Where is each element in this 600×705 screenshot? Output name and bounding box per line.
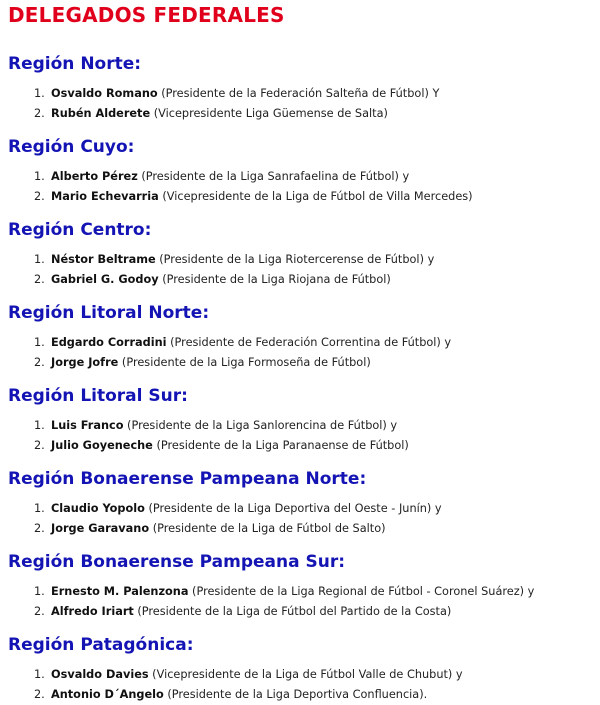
item-number: 2. [34,605,45,618]
item-number: 2. [34,439,45,452]
region-title: Región Litoral Norte: [8,303,210,323]
delegate-name: Osvaldo Davies [51,668,149,681]
list-item [34,167,600,187]
delegate-role: (Presidente de la Liga Deportiva del Oeste - Junín) y [144,502,442,515]
region-cuyo [8,124,600,207]
item-number: 2. [34,356,45,369]
delegate-role: (Presidente de la Liga Sanrafaelina de Fútbol) y [137,170,410,183]
delegate-role: (Presidente de la Liga Sanlorencina de Fútbol) y [123,419,398,432]
list-item [34,333,600,353]
delegate-name: Jorge Jofre [51,356,119,369]
delegate-name: Claudio Yopolo [51,502,145,515]
delegate-role: (Presidente de la Liga Paranaense de Fútbol) [152,439,409,452]
delegate-role: (Presidente de la Federación Salteña de Fútbol) Y [157,87,440,100]
delegate-name: Luis Franco [51,419,124,432]
item-number: 2. [34,107,45,120]
list-item [34,499,600,519]
item-number: 1. [34,502,45,515]
region-bonaerense-pampeana-sur [8,539,600,622]
list-item [34,353,600,373]
delegate-name: Néstor Beltrame [51,253,156,266]
region-norte [8,40,600,124]
item-number: 2. [34,688,45,701]
delegate-name: Edgardo Corradini [51,336,167,349]
delegate-list [8,84,600,124]
list-item [34,685,600,705]
delegate-name: Julio Goyeneche [51,439,153,452]
delegate-name: Mario Echevarria [51,190,159,203]
item-number: 1. [34,336,45,349]
delegate-list [8,250,600,290]
item-number: 2. [34,190,45,203]
delegate-list [8,333,600,373]
region-bonaerense-pampeana-norte [8,456,600,539]
list-item [34,436,600,456]
delegate-role: (Vicepresidente Liga Güemense de Salta) [150,107,388,120]
delegate-role: (Presidente de la Liga de Fútbol del Partido de la Costa) [133,605,452,618]
region-title: Región Bonaerense Pampeana Sur: [8,552,346,572]
list-item [34,187,600,207]
region-title: Región Bonaerense Pampeana Norte: [8,469,367,489]
delegate-list [8,416,600,456]
item-number: 1. [34,585,45,598]
list-item [34,104,600,124]
delegate-role: (Presidente de la Liga Formoseña de Fútbol) [118,356,371,369]
delegate-role: (Presidente de la Liga de Fútbol de Salto) [149,522,386,535]
list-item [34,582,600,602]
list-item [34,270,600,290]
region-patagonica [8,622,600,705]
delegate-list [8,499,600,539]
delegate-role: (Presidente de Federación Correntina de Fútbol) y [166,336,452,349]
delegate-name: Alfredo Iriart [51,605,134,618]
item-number: 1. [34,87,45,100]
delegate-role: (Vicepresidente de la Liga de Fútbol Valle de Chubut) y [148,668,463,681]
region-title: Región Cuyo: [8,137,135,157]
delegate-role: (Presidente de la Liga Regional de Fútbol - Coronel Suárez) y [188,585,535,598]
delegate-name: Jorge Garavano [51,522,150,535]
delegate-name: Osvaldo Romano [51,87,158,100]
region-centro [8,207,600,290]
delegate-role: (Vicepresidente de la Liga de Fútbol de Villa Mercedes) [158,190,473,203]
list-item [34,250,600,270]
item-number: 1. [34,419,45,432]
region-litoral-sur [8,373,600,456]
delegate-name: Gabriel G. Godoy [51,273,159,286]
item-number: 2. [34,273,45,286]
delegate-role: (Presidente de la Liga Deportiva Confluencia). [163,688,428,701]
list-item [34,84,600,104]
delegate-list [8,665,600,705]
item-number: 2. [34,522,45,535]
delegate-name: Rubén Alderete [51,107,151,120]
delegate-list [8,582,600,622]
delegate-role: (Presidente de la Liga Riojana de Fútbol) [158,273,391,286]
region-title: Región Patagónica: [8,635,194,655]
item-number: 1. [34,170,45,183]
list-item [34,519,600,539]
region-title: Región Norte: [8,54,142,74]
delegate-role: (Presidente de la Liga Riotercerense de Fútbol) y [155,253,435,266]
region-title: Región Litoral Sur: [8,386,188,406]
region-litoral-norte [8,290,600,373]
delegate-name: Alberto Pérez [51,170,138,183]
item-number: 1. [34,253,45,266]
delegate-name: Antonio D´Angelo [51,688,164,701]
list-item [34,665,600,685]
region-title: Región Centro: [8,220,152,240]
page-title: DELEGADOS FEDERALES [8,3,285,27]
list-item [34,602,600,622]
list-item [34,416,600,436]
delegate-name: Ernesto M. Palenzona [51,585,189,598]
delegate-list [8,167,600,207]
item-number: 1. [34,668,45,681]
